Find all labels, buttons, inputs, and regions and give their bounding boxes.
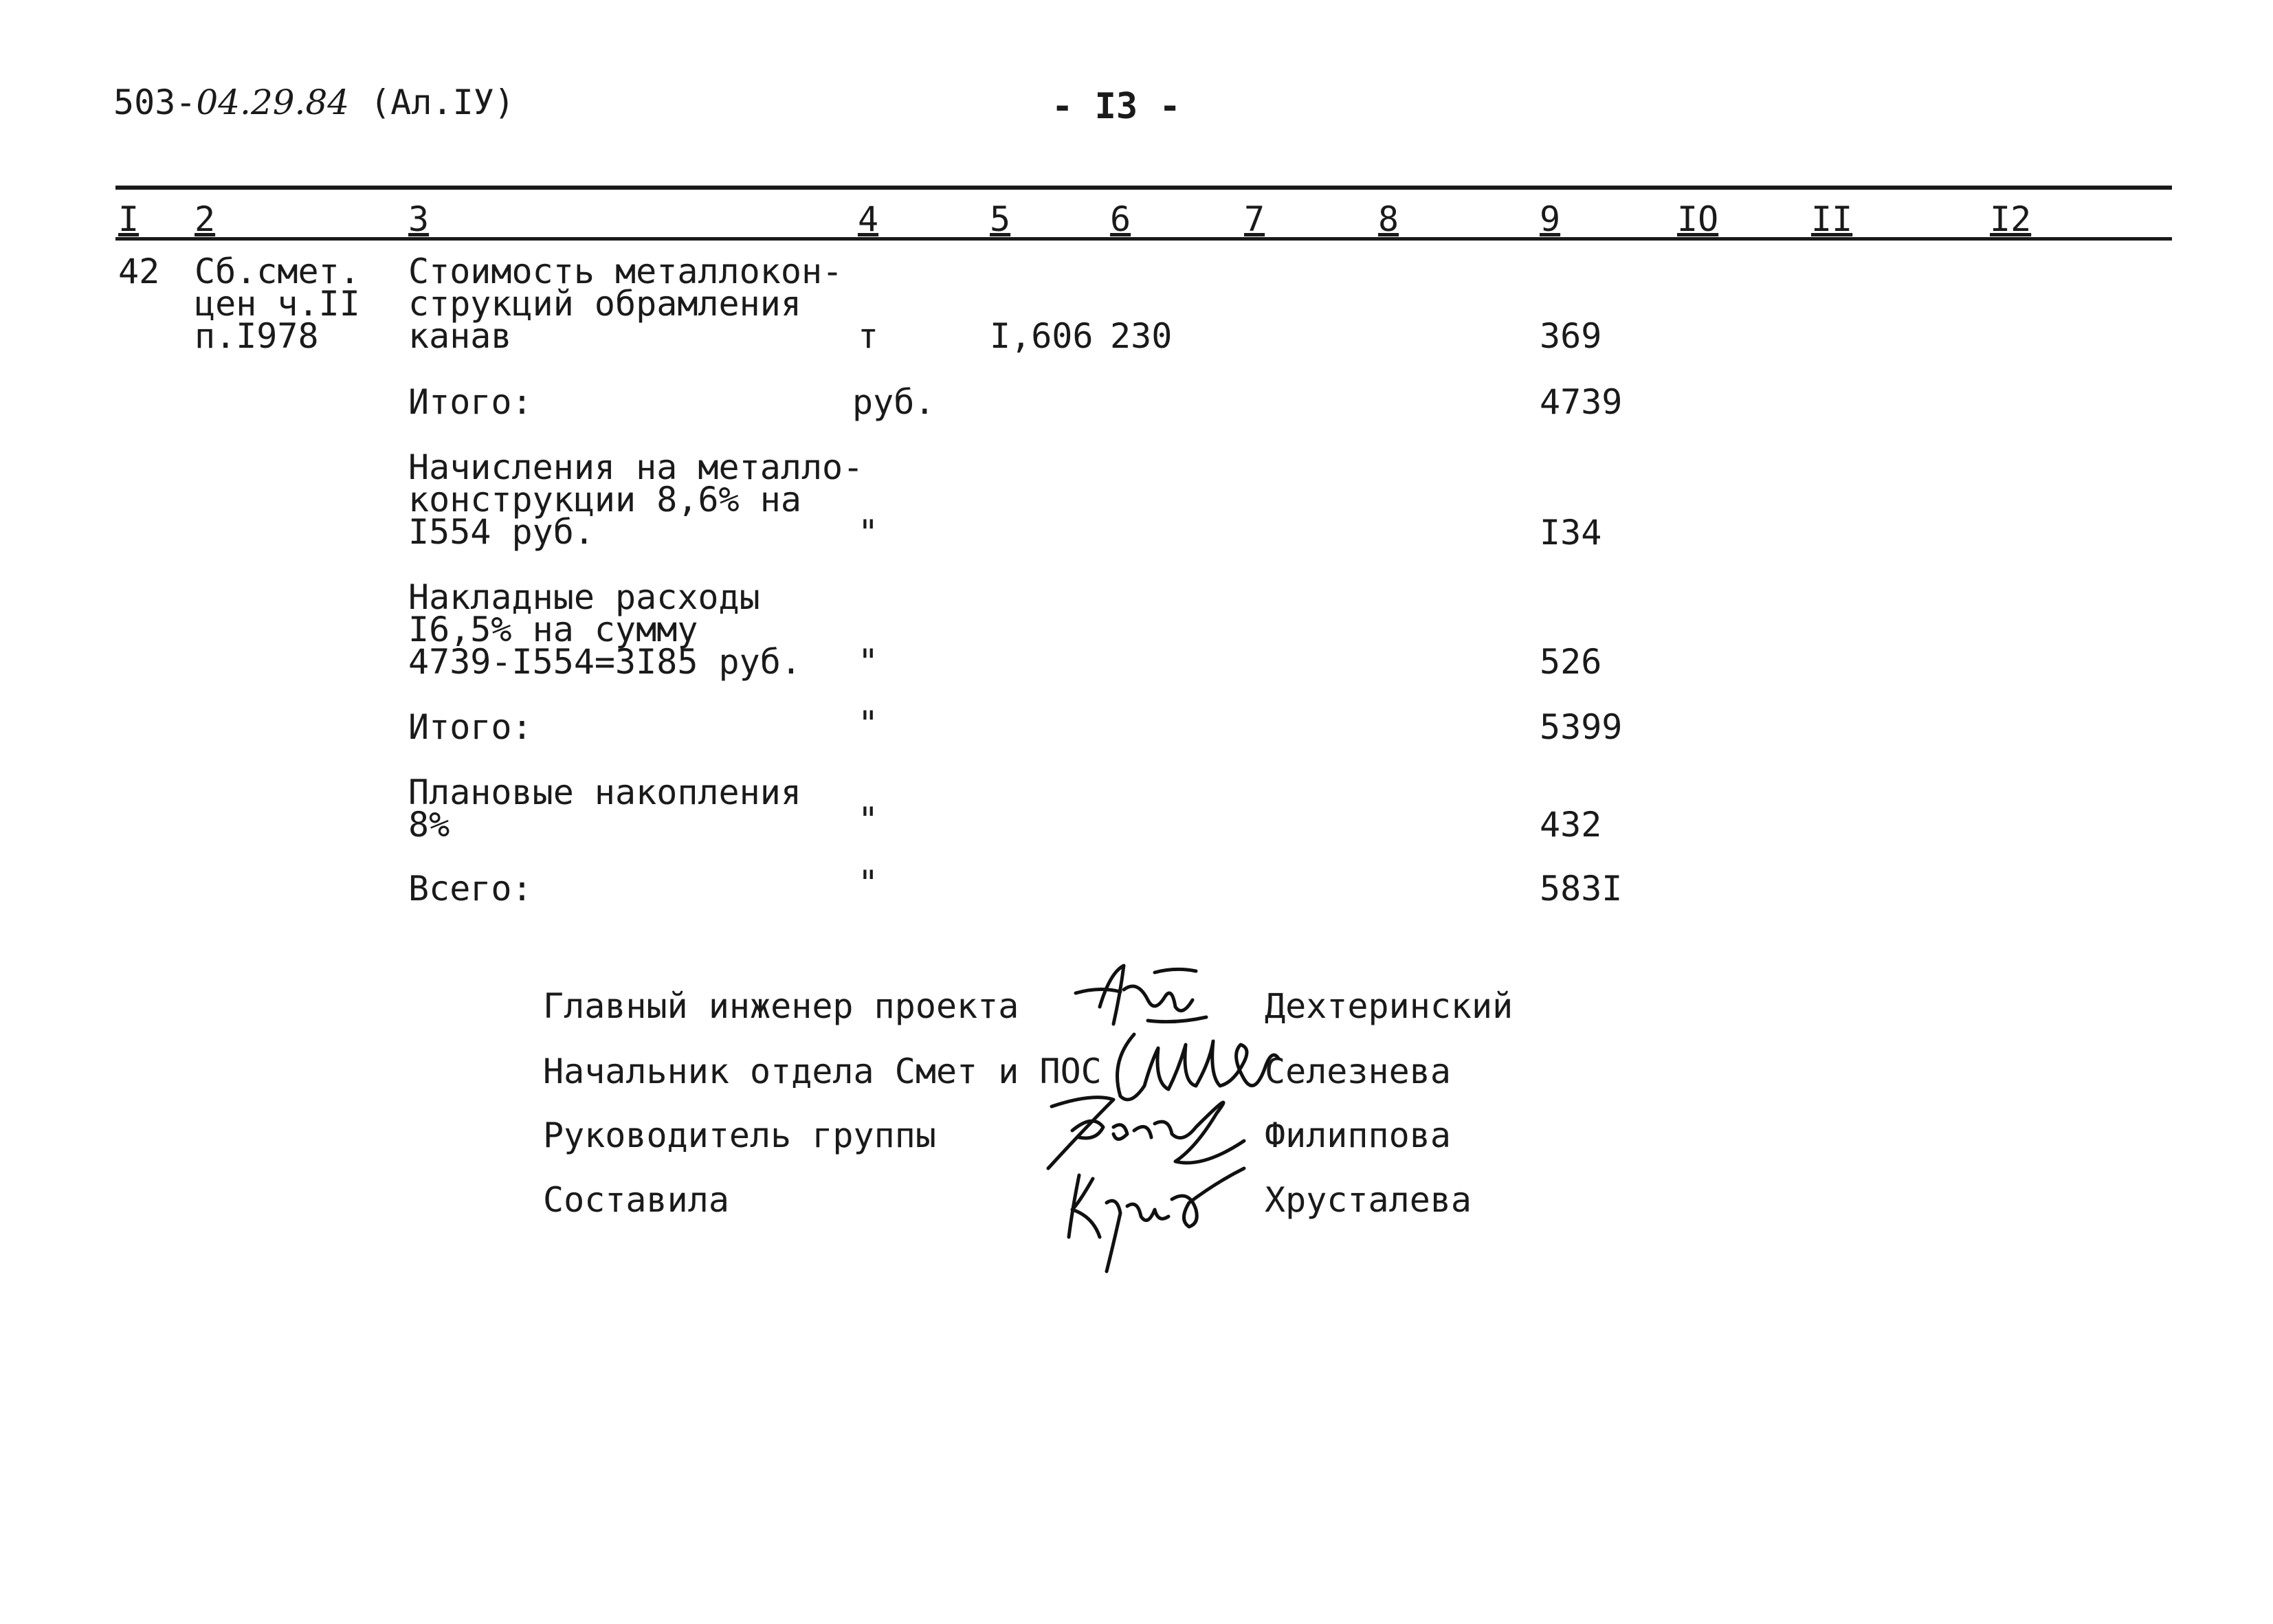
item-description	[408, 252, 843, 356]
description-line: 4739-I554=3I85 руб.	[408, 642, 801, 682]
document-code-suffix: (Ал.IУ)	[370, 82, 515, 122]
total-cell: 4739	[1540, 382, 1623, 422]
document-code-handwritten: 04.29.84	[196, 82, 350, 122]
column-header-1: I	[118, 199, 140, 239]
item-description: Итого:	[408, 382, 533, 422]
item-description: Итого:	[408, 707, 533, 747]
source-line: Сб.смет.	[195, 252, 360, 291]
total-cell: 583I	[1540, 869, 1623, 909]
column-header-5: 5	[990, 199, 1011, 239]
signatory-name: Селезнева	[1265, 1052, 1451, 1091]
unit-ditto-mark: "	[858, 513, 879, 553]
column-header-3: 3	[408, 199, 430, 239]
signatory-name: Дехтеринский	[1265, 986, 1514, 1026]
column-header-8: 8	[1378, 199, 1399, 239]
unit-cell: т	[858, 316, 879, 356]
item-description	[408, 447, 864, 552]
column-header-7: 7	[1244, 199, 1265, 239]
unit-ditto-mark: "	[858, 863, 879, 903]
table-top-rule	[115, 186, 2172, 190]
signatory-name: Хрусталева	[1265, 1180, 1472, 1220]
signatory-name: Филиппова	[1265, 1115, 1451, 1155]
description-line: струкций обрамления	[408, 284, 801, 324]
total-cell: 369	[1540, 316, 1602, 356]
signatory-title: Начальник отдела Смет и ПОС	[543, 1052, 1102, 1091]
item-description	[408, 772, 801, 845]
document-code-prefix: 503-	[113, 82, 197, 122]
total-cell: I34	[1540, 513, 1602, 553]
total-cell: 432	[1540, 805, 1602, 845]
item-description	[408, 577, 801, 682]
description-line: конструкции 8,6% на	[408, 480, 801, 520]
column-header-6: 6	[1110, 199, 1131, 239]
description-line: Стоимость металлокон-	[408, 252, 843, 291]
total-cell: 526	[1540, 642, 1602, 682]
description-line: I6,5% на сумму	[408, 610, 698, 649]
unit-cell: руб.	[852, 382, 935, 422]
description-line: Начисления на металло-	[408, 447, 864, 487]
row-number: 42	[118, 252, 160, 291]
document-code	[113, 82, 515, 122]
total-cell: 5399	[1540, 707, 1623, 747]
description-line: Накладные расходы	[408, 577, 760, 617]
signatory-title: Руководитель группы	[543, 1115, 936, 1155]
column-header-2: 2	[195, 199, 216, 239]
column-header-12: I2	[1990, 199, 2032, 239]
description-line: канав	[408, 316, 512, 356]
unit-price-cell: 230	[1110, 316, 1173, 356]
signatory-title: Составила	[543, 1180, 729, 1220]
description-line: 8%	[408, 805, 450, 845]
column-header-11: II	[1811, 199, 1853, 239]
source-reference	[195, 252, 360, 356]
item-description: Всего:	[408, 869, 533, 909]
description-line: I554 руб.	[408, 512, 595, 552]
description-line: Плановые накопления	[408, 772, 801, 812]
quantity-cell: I,606	[990, 316, 1094, 356]
signature-compiler	[1052, 1161, 1251, 1278]
unit-ditto-mark: "	[858, 642, 879, 682]
source-line: п.I978	[195, 316, 319, 356]
unit-ditto-mark: "	[858, 800, 879, 840]
page-number: - I3 -	[1052, 86, 1181, 127]
source-line: цен ч.II	[195, 284, 360, 324]
unit-ditto-mark: "	[858, 704, 879, 744]
column-header-4: 4	[858, 199, 879, 239]
column-header-10: IO	[1677, 199, 1719, 239]
signatory-title: Главный инженер проекта	[543, 986, 1019, 1026]
column-header-9: 9	[1540, 199, 1561, 239]
